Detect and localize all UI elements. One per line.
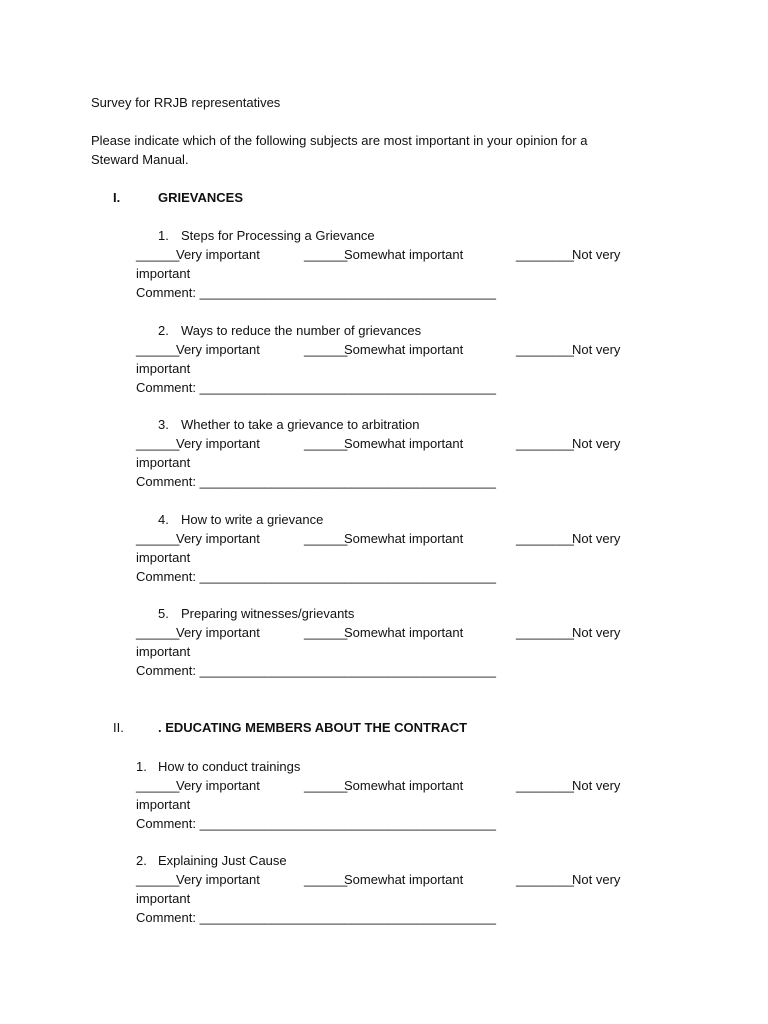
very-important-blank[interactable]: ______	[136, 778, 180, 793]
somewhat-important-label: Somewhat important	[344, 247, 464, 262]
not-very-important-label: Not very	[572, 531, 621, 546]
not-very-important-label: Not very	[572, 247, 621, 262]
somewhat-important-label: Somewhat important	[344, 778, 464, 793]
comment-line[interactable]: Comment: _________________________________________	[136, 569, 497, 584]
item-question: Steps for Processing a Grievance	[181, 228, 375, 243]
item-number: 2.	[158, 323, 169, 338]
survey-title: Survey for RRJB representatives	[91, 95, 281, 110]
very-important-blank[interactable]: ______	[136, 342, 180, 357]
item-number: 1.	[158, 228, 169, 243]
item-question: Preparing witnesses/grievants	[181, 606, 355, 621]
comment-line[interactable]: Comment: _________________________________________	[136, 910, 497, 925]
not-very-important-label: Not very	[572, 778, 621, 793]
somewhat-important-label: Somewhat important	[344, 436, 464, 451]
somewhat-important-label: Somewhat important	[344, 531, 464, 546]
very-important-label: Very important	[176, 625, 260, 640]
intro-line-2: Steward Manual.	[91, 152, 189, 167]
not-very-important-blank[interactable]: ________	[516, 247, 574, 262]
intro-line-1: Please indicate which of the following subjects are most important in your opinion for a	[91, 133, 588, 148]
item-question: Explaining Just Cause	[158, 853, 287, 868]
section-2-numeral: II.	[113, 720, 124, 735]
not-very-important-label-cont: important	[136, 455, 191, 470]
not-very-important-blank[interactable]: ________	[516, 531, 574, 546]
item-number: 2.	[136, 853, 147, 868]
very-important-label: Very important	[176, 436, 260, 451]
not-very-important-label: Not very	[572, 872, 621, 887]
item-number: 3.	[158, 417, 169, 432]
not-very-important-label-cont: important	[136, 361, 191, 376]
somewhat-important-blank[interactable]: ______	[304, 247, 348, 262]
not-very-important-blank[interactable]: ________	[516, 872, 574, 887]
very-important-blank[interactable]: ______	[136, 531, 180, 546]
very-important-label: Very important	[176, 247, 260, 262]
very-important-label: Very important	[176, 778, 260, 793]
item-question: Ways to reduce the number of grievances	[181, 323, 422, 338]
section-2-heading: . EDUCATING MEMBERS ABOUT THE CONTRACT	[158, 720, 468, 735]
very-important-label: Very important	[176, 872, 260, 887]
item-number: 4.	[158, 512, 169, 527]
item-question: How to conduct trainings	[158, 759, 301, 774]
not-very-important-label-cont: important	[136, 550, 191, 565]
not-very-important-blank[interactable]: ________	[516, 625, 574, 640]
section-1-numeral: I.	[113, 190, 121, 205]
very-important-label: Very important	[176, 531, 260, 546]
not-very-important-blank[interactable]: ________	[516, 778, 574, 793]
not-very-important-blank[interactable]: ________	[516, 436, 574, 451]
not-very-important-label-cont: important	[136, 266, 191, 281]
comment-line[interactable]: Comment: _________________________________________	[136, 380, 497, 395]
somewhat-important-blank[interactable]: ______	[304, 778, 348, 793]
very-important-blank[interactable]: ______	[136, 625, 180, 640]
not-very-important-label: Not very	[572, 342, 621, 357]
comment-line[interactable]: Comment: _________________________________________	[136, 474, 497, 489]
item-number: 5.	[158, 606, 169, 621]
very-important-label: Very important	[176, 342, 260, 357]
very-important-blank[interactable]: ______	[136, 436, 180, 451]
not-very-important-label-cont: important	[136, 797, 191, 812]
somewhat-important-blank[interactable]: ______	[304, 342, 348, 357]
item-number: 1.	[136, 759, 147, 774]
somewhat-important-label: Somewhat important	[344, 872, 464, 887]
comment-line[interactable]: Comment: _________________________________________	[136, 285, 497, 300]
somewhat-important-blank[interactable]: ______	[304, 531, 348, 546]
somewhat-important-blank[interactable]: ______	[304, 872, 348, 887]
not-very-important-label-cont: important	[136, 891, 191, 906]
somewhat-important-label: Somewhat important	[344, 342, 464, 357]
somewhat-important-blank[interactable]: ______	[304, 436, 348, 451]
not-very-important-label-cont: important	[136, 644, 191, 659]
somewhat-important-blank[interactable]: ______	[304, 625, 348, 640]
not-very-important-label: Not very	[572, 436, 621, 451]
not-very-important-blank[interactable]: ________	[516, 342, 574, 357]
item-question: Whether to take a grievance to arbitration	[181, 417, 420, 432]
section-1-heading: GRIEVANCES	[158, 190, 243, 205]
comment-line[interactable]: Comment: _________________________________________	[136, 663, 497, 678]
not-very-important-label: Not very	[572, 625, 621, 640]
very-important-blank[interactable]: ______	[136, 872, 180, 887]
comment-line[interactable]: Comment: _________________________________________	[136, 816, 497, 831]
somewhat-important-label: Somewhat important	[344, 625, 464, 640]
very-important-blank[interactable]: ______	[136, 247, 180, 262]
item-question: How to write a grievance	[181, 512, 324, 527]
